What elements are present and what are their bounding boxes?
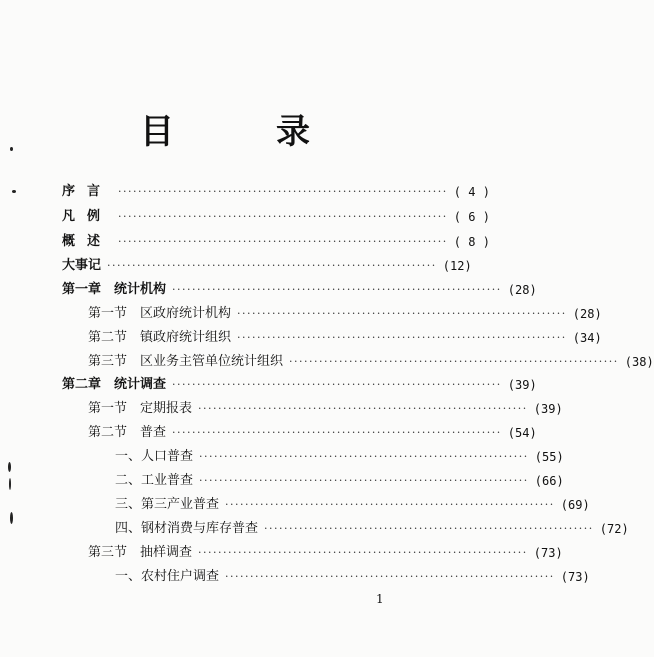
dot-leader: ··································································: [225, 570, 555, 583]
toc-entry-page: (39): [507, 378, 537, 392]
toc-entry-label: 第二节 镇政府统计组织: [88, 330, 232, 345]
dot-leader: ··································································: [289, 355, 619, 368]
toc-entry-overview[interactable]: [62, 230, 490, 254]
toc-entry-page: ( 6 ): [453, 210, 490, 224]
toc-entry-label: 序言: [62, 184, 113, 199]
toc-entry-page: ( 4 ): [453, 185, 490, 199]
page-number: 1: [376, 592, 384, 606]
toc-entry-section-1-2[interactable]: [88, 326, 602, 350]
toc-entry-section-1-1[interactable]: [88, 302, 602, 326]
scan-speck: [9, 478, 11, 490]
dot-leader: ··································································: [264, 522, 594, 535]
toc-entry-page: (72): [599, 522, 629, 536]
dot-leader: ··································································: [237, 307, 567, 320]
toc-entry-page: (34): [572, 331, 602, 345]
toc-entry-label: 概述: [62, 234, 113, 249]
scan-speck: [10, 512, 13, 524]
dot-leader: ··································································: [172, 426, 502, 439]
toc-entry-label: 第二节 普查: [88, 425, 167, 440]
scan-speck: [10, 147, 13, 151]
dot-leader: ··································································: [118, 185, 448, 198]
dot-leader: ··································································: [172, 283, 502, 296]
toc-entry-page: (66): [534, 474, 564, 488]
scan-speck: [8, 462, 11, 472]
toc-entry-label: 第二章 统计调查: [62, 377, 167, 392]
toc-entry-item-census-industry[interactable]: [115, 469, 564, 493]
toc-entry-item-census-steel[interactable]: [115, 517, 629, 541]
toc-entry-label: 一、农村住户调查: [115, 569, 220, 584]
toc-entry-page: ( 8 ): [453, 235, 490, 249]
toc-entry-page: (38): [624, 355, 654, 369]
toc-entry-page: (39): [533, 402, 563, 416]
toc-entry-page: (55): [534, 450, 564, 464]
toc-entry-page: (73): [533, 546, 563, 560]
toc-entry-page: (28): [572, 307, 602, 321]
page-title: 目 录: [140, 112, 344, 152]
dot-leader: ··································································: [237, 331, 567, 344]
dot-leader: ··································································: [107, 259, 437, 272]
toc-entry-chapter-2[interactable]: [62, 373, 537, 397]
toc-entry-page: (54): [507, 426, 537, 440]
toc-entry-item-census-population[interactable]: [115, 445, 564, 469]
dot-leader: ··································································: [118, 235, 448, 248]
toc-entry-label: 四、钢材消费与库存普查: [115, 521, 259, 536]
toc-entry-chapter-1[interactable]: [62, 278, 537, 302]
dot-leader: ··································································: [199, 474, 529, 487]
toc-entry-section-2-2[interactable]: [88, 421, 537, 445]
toc-entry-section-2-3[interactable]: [88, 541, 563, 565]
dot-leader: ··································································: [198, 546, 528, 559]
toc-entry-notes[interactable]: [62, 205, 490, 229]
dot-leader: ··································································: [225, 498, 555, 511]
toc-entry-label: 第三节 区业务主管单位统计组织: [88, 354, 284, 369]
dot-leader: ··································································: [118, 210, 448, 223]
toc-entry-item-rural-household[interactable]: [115, 565, 590, 589]
dot-leader: ··································································: [198, 402, 528, 415]
toc-entry-preface[interactable]: [62, 180, 490, 204]
toc-entry-label: 第三节 抽样调查: [88, 545, 193, 560]
toc-entry-label: 三、第三产业普查: [115, 497, 220, 512]
dot-leader: ··································································: [172, 378, 502, 391]
toc-entry-chronicle[interactable]: [62, 254, 472, 278]
toc-entry-label: 二、工业普查: [115, 473, 194, 488]
toc-entry-label: 一、人口普查: [115, 449, 194, 464]
toc-entry-page: (69): [560, 498, 590, 512]
toc-entry-page: (28): [507, 283, 537, 297]
dot-leader: ··································································: [199, 450, 529, 463]
toc-entry-label: 凡例: [62, 209, 113, 224]
scan-speck: [12, 190, 16, 193]
toc-entry-label: 大事记: [62, 258, 102, 273]
toc-entry-label: 第一节 定期报表: [88, 401, 193, 416]
toc-entry-page: (12): [442, 259, 472, 273]
toc-entry-label: 第一节 区政府统计机构: [88, 306, 232, 321]
toc-entry-section-1-3[interactable]: [88, 350, 654, 374]
toc-entry-item-census-tertiary[interactable]: [115, 493, 590, 517]
toc-entry-label: 第一章 统计机构: [62, 282, 167, 297]
toc-entry-page: (73): [560, 570, 590, 584]
toc-entry-section-2-1[interactable]: [88, 397, 563, 421]
